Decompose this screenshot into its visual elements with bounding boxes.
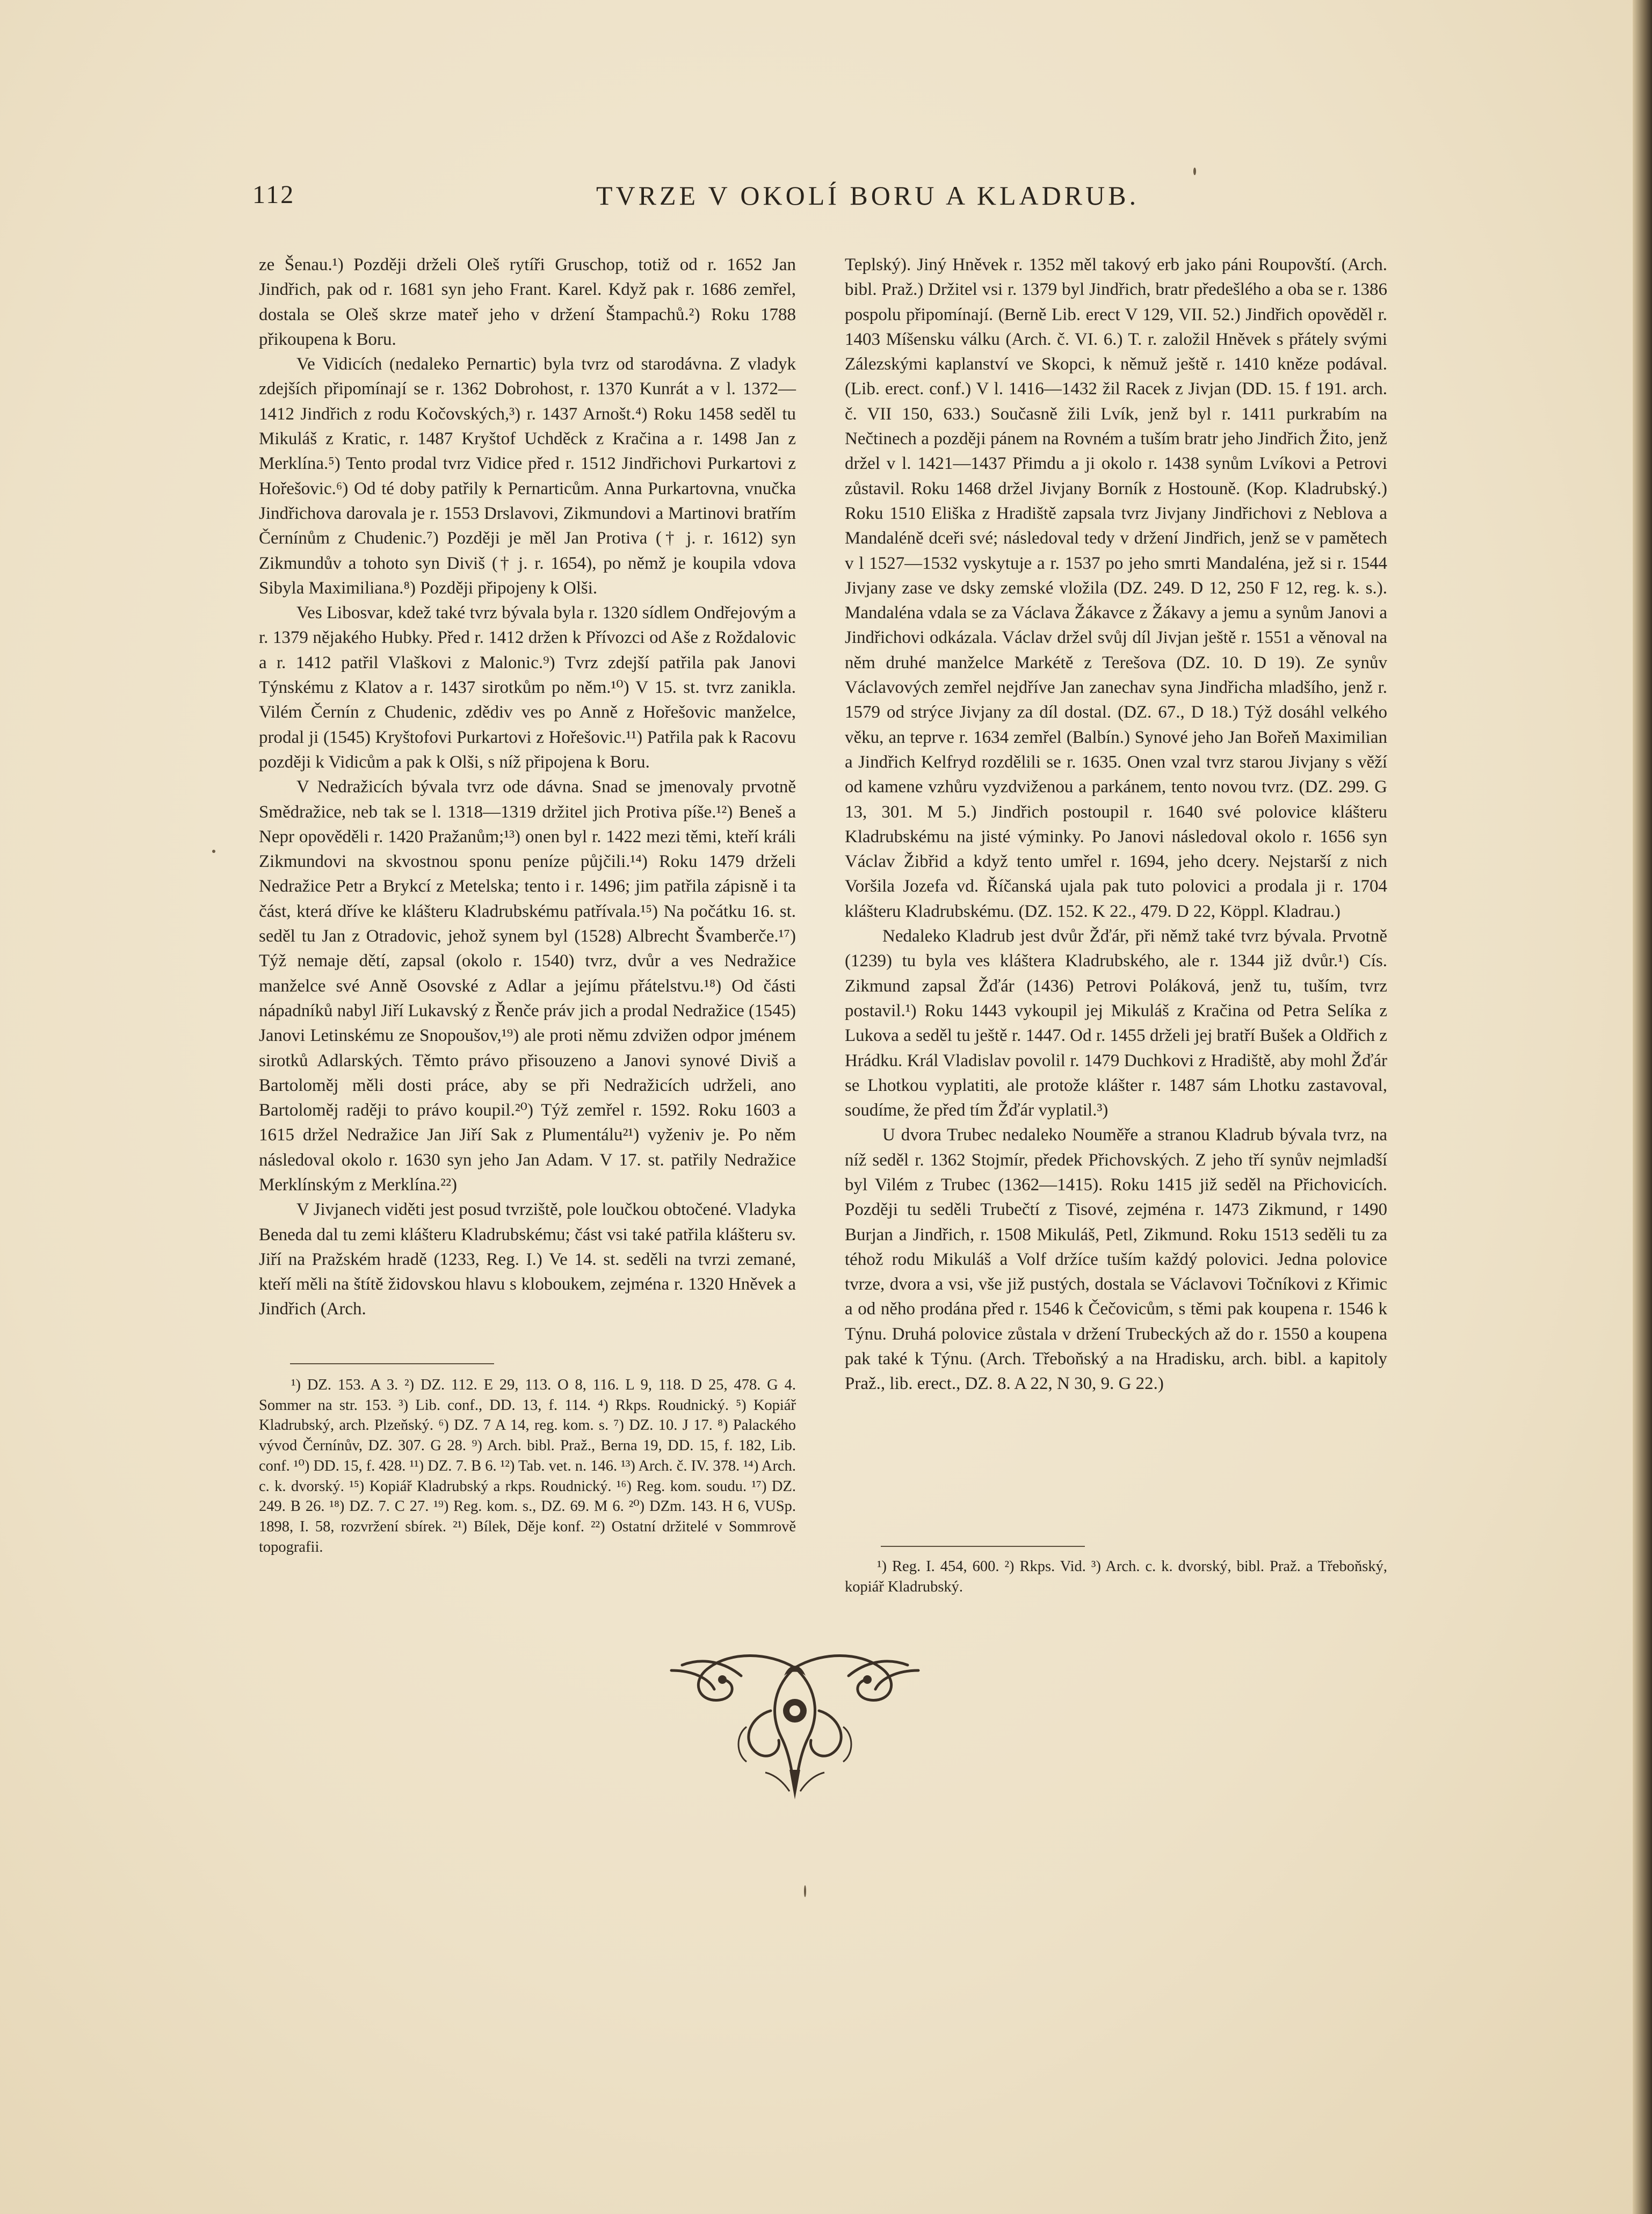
paper-speck bbox=[212, 850, 215, 853]
left-footnotes bbox=[259, 1375, 796, 1557]
floral-tailpiece-icon bbox=[661, 1646, 929, 1802]
paragraph: Ves Libosvar, kdež také tvrz bývala byla r. 1320 sídlem Ondřejovým a r. 1379 nějakého Hubky. Před r. 1412 držen k Přívozci od Aše z Roždalovic a r. 1412 patřil Vlaškovi z Malonic.⁹) Tvrz zdejší patřila pak Janovi Týnskému z Klatov a r. 1437 sirotkům po něm.¹⁰) V 15. st. tvrz zanikla. Vilém Černín z Chudenic, zdědiv ves po Anně z Hořešovic manželce, prodal ji (1545) Kryštofovi Purkartovi z Hořešovic.¹¹) Patřila pak k Racovu později k Vidicům a pak k Olši, s níž připojena k Boru. bbox=[259, 603, 796, 772]
paragraph: U dvora Trubec nedaleko Nouměře a stranou Kladrub bývala tvrz, na níž seděl r. 1362 Stojmír, předek Přichovských. Z jeho tří synův nejmladší byl Vilém z Trubec (1362—1415). Roku 1415 již seděl na Přichovicích. Později tu seděli Trubečtí z Tisové, zejména r. 1473 Zikmund, r 1490 Burjan a Jindřich, r. 1508 Mikuláš, Petl, Zikmund. Roku 1513 seděli tu za téhož rodu Mikuláš a Volf držíce tuším každý polovici. Jedna polovice tvrze, dvora a vsi, vše již pustých, dostala se Václavovi Točníkovi z Křimic a od něho prodána před r. 1546 k Čečovicům, s těmi pak koupena r. 1546 k Týnu. Druhá polovice zůstala v držení Trubeckých až do r. 1550 a koupena pak také k Týnu. (Arch. Třeboňský a na Hradisku, arch. bibl. a kapitoly Praž., lib. erect., DZ. 8. A 22, N 30, 9. G 22.) bbox=[845, 1125, 1387, 1394]
running-title: TVRZE V OKOLÍ BORU A KLADRUB. bbox=[596, 180, 1140, 211]
footnote-rule bbox=[881, 1546, 1085, 1547]
right-column bbox=[845, 252, 1387, 1397]
paper-speck bbox=[804, 1885, 806, 1897]
book-gutter-edge bbox=[1633, 0, 1652, 2214]
paragraph: V Jivjanech viděti jest posud tvrziště, pole loučkou obtočené. Vladyka Beneda dal tu zemi klášteru Kladrubskému; část vsi také patřila klášteru sv. Jiří na Pražském hradě (1233, Reg. I.) Ve 14. st. seděli na tvrzi zemané, kteří měli na štítě židovskou hlavu s kloboukem, zejména r. 1320 Hněvek a Jindřich (Arch. bbox=[259, 1200, 796, 1319]
paper-speck bbox=[1193, 168, 1196, 175]
page-header bbox=[252, 180, 1140, 223]
page-number: 112 bbox=[252, 180, 295, 209]
left-column bbox=[259, 252, 796, 1322]
paragraph: Nedaleko Kladrub jest dvůr Žďár, při němž také tvrz bývala. Prvotně (1239) tu byla ves kláštera Kladrubského, ale r. 1344 již dvůr.¹) Cís. Zikmund zapsal Žďár (1436) Petrovi Poláková, jenž tu, tuším, tvrz postavil.¹) Roku 1443 vykoupil jej Mikuláš z Kračina od Petra Selíka z Lukova a seděl tu ještě r. 1447. Od r. 1455 drželi jej bratří Bušek a Oldřich z Hrádku. Král Vladislav povolil r. 1479 Duchkovi z Hradiště, aby mohl Žďár se Lhotkou vyplatiti, ale protože klášter r. 1487 sám Lhotku zastavoval, soudíme, že před tím Žďár vyplatil.³) bbox=[845, 927, 1387, 1120]
paragraph: Teplský). Jiný Hněvek r. 1352 měl takový erb jako páni Roupovští. (Arch. bibl. Praž.) Držitel vsi r. 1379 byl Jindřich, bratr předešlého a oba se r. 1386 pospolu připomínají. (Berně Lib. erect V 129, VII. 52.) Jindřich opověděl r. 1403 Míšensku válku (Arch. č. VI. 6.) T. r. založil Hněvek s přátely svými Zálezskými kaplanství ve Skopci, k němuž ještě r. 1410 kněze podával. (Lib. erect. conf.) V l. 1416—1432 žil Racek z Jivjan (DD. 15. f 191. arch. č. VII 150, 633.) Současně žili Lvík, jenž byl r. 1411 purkrabím na Nečtinech a později pánem na Rovném a tuším bratr jeho Jindřich Žito, jenž držel v l. 1421—1437 Přimdu a ji okolo r. 1438 synům Lvíkovi a Petrovi zůstavil. Roku 1468 držel Jivjany Borník z Hostouně. (Kop. Kladrubský.) Roku 1510 Eliška z Hradiště zapsala tvrz Jivjany Jindřichovi z Neblova a Mandaléně dceři své; následoval tedy v držení Jindřich, jenž se v pamětech v l 1527—1532 vyskytuje a r. 1537 po jeho smrti Mandaléna, jež si r. 1544 Jivjany zase ve dsky zemské vložila (DZ. 249. D 12, 250 F 12, reg. k. s.). Mandaléna vdala se za Václava Žákavce z Žákavy a jemu a synům Janovi a Jindřichovi odkázala. Václav držel svůj díl Jivjan ještě r. 1551 a věnoval na něm druhé manželce Markétě z Terešova (DZ. 10. D 19). Ze synův Václavových zemřel nejdříve Jan zanechav syna Jindřicha mladšího, jenž r. 1579 od strýce Jivjany za díl dostal. (DZ. 67., D 18.) Týž dosáhl velkého věku, an teprve r. 1634 zemřel (Balbín.) Synové jeho Jan Bořeň Maximilian a Jindřich Kelfryd rozdělili se r. 1635. Onen vzal tvrz starou Jivjany s věží od kamene vzhůru vyzdviženou a parkánem, tento novou tvrz. (DZ. 299. G 13, 301. M 5.) Jindřich postoupil r. 1640 své polovice klášteru Kladrubskému na jisté výminky. Po Janovi následoval okolo r. 1656 syn Václav Žibřid a když tento umřel r. 1694, jeho dcery. Nejstarší z nich Voršila Jozefa vd. Říčanská ujala pak tuto polovici a prodala ji r. 1704 klášteru Kladrubskému. (DZ. 152. K 22., 479. D 22, Köppl. Kladrau.) bbox=[845, 255, 1387, 921]
footnote-rule bbox=[290, 1363, 494, 1364]
paragraph: V Nedražicích bývala tvrz ode dávna. Snad se jmenovaly prvotně Smědražice, neb tak se l. 1318—1319 držitel jich Protiva píše.¹²) Beneš a Nepr opověděli r. 1420 Pražanům;¹³) onen byl r. 1422 mezi těmi, kteří králi Zikmundovi na skvostnou sponu peníze půjčili.¹⁴) Roku 1479 drželi Nedražice Petr a Brykcí z Metelska; tento i r. 1496; jim patřila zápisně i ta část, která dříve ke klášteru Kladrubskému patřívala.¹⁵) Na počátku 16. st. seděl tu Jan z Otradovic, jehož synem byl (1528) Albrecht Švamberče.¹⁷) Týž nemaje dětí, zapsal (okolo r. 1540) tvrz, dvůr a ves Nedražice manželce své Anně Osovské z Adlar a jejímu přátelstvu.¹⁸) Od části nápadníků nabyl Jiří Lukavský z Řenče práv jich a prodal Nedražice (1545) Janovi Letinskému ze Snopoušov,¹⁹) ale proti němu zdvižen odpor jménem sirotků Adlarských. Těmto právo přisouzeno a Janovi synové Diviš a Bartoloměj měli dosti práce, aby se při Nedražicích udrželi, ano Bartoloměj raději to právo koupil.²⁰) Týž zemřel r. 1592. Roku 1603 a 1615 držel Nedražice Jan Jiří Sak z Plumentálu²¹) vyženiv je. Po něm následoval okolo r. 1630 syn jeho Jan Adam. V 17. st. patřily Nedražice Merklínským z Merklína.²²) bbox=[259, 777, 796, 1195]
right-footnotes bbox=[845, 1557, 1387, 1597]
paragraph: Ve Vidicích (nedaleko Pernartic) byla tvrz od starodávna. Z vladyk zdejších připomínají se r. 1362 Dobrohost, r. 1370 Kunrát a v l. 1372—1412 Jindřich z rodu Kočovských,³) r. 1437 Arnošt.⁴) Roku 1458 seděl tu Mikuláš z Kratic, r. 1487 Kryštof Uchděck z Kračina a r. 1498 Jan z Merklína.⁵) Tento prodal tvrz Vidice před r. 1512 Jindřichovi Purkartovi z Hořešovic.⁶) Od té doby patřily k Pernarticům. Anna Purkartovna, vnučka Jindřichova darovala je r. 1553 Drslavovi, Zikmundovi a Martinovi bratřím Černínům z Chudenic.⁷) Později je měl Jan Protiva († j. r. 1612) syn Zikmundův a tohoto syn Diviš († j. r. 1654), po němž je koupila vdova Sibyla Maximiliana.⁸) Později připojeny k Olši. bbox=[259, 354, 796, 598]
footnote-block: ¹) Reg. I. 454, 600. ²) Rkps. Vid. ³) Arch. c. k. dvorský, bibl. Praž. a Třeboňský, kopiář Kladrubský. bbox=[845, 1558, 1387, 1595]
footnote-block: ¹) DZ. 153. A 3. ²) DZ. 112. E 29, 113. O 8, 116. L 9, 118. D 25, 478. G 4. Sommer na str. 153. ³) Lib. conf., DD. 13, f. 114. ⁴) Rkps. Roudnický. ⁵) Kopiář Kladrubský, arch. Plzeňský. ⁶) DZ. 7 A 14, reg. kom. s. ⁷) DZ. 10. J 17. ⁸) Palackého vývod Černínův, DZ. 307. G 28. ⁹) Arch. bibl. Praž., Berna 19, DD. 15, f. 182, Lib. conf. ¹⁰) DD. 15, f. 428. ¹¹) DZ. 7. B 6. ¹²) Tab. vet. n. 146. ¹³) Arch. č. IV. 378. ¹⁴) Arch. c. k. dvorský. ¹⁵) Kopiář Kladrubský a rkps. Roudnický. ¹⁶) Reg. kom. soudu. ¹⁷) DZ. 249. B 26. ¹⁸) DZ. 7. C 27. ¹⁹) Reg. kom. s., DZ. 69. M 6. ²⁰) DZm. 143. H 6, VUSp. 1898, I. 58, rozvržení sbírek. ²¹) Bílek, Děje konf. ²²) Ostatní držitelé v Sommrově topografii. bbox=[259, 1377, 796, 1555]
paragraph: ze Šenau.¹) Později drželi Oleš rytíři Gruschop, totiž od r. 1652 Jan Jindřich, pak od r. 1681 syn jeho Frant. Karel. Když pak r. 1686 zemřel, dostala se Oleš skrze mateř jeho v držení Štampachů.²) Roku 1788 přikoupena k Boru. bbox=[259, 255, 796, 349]
